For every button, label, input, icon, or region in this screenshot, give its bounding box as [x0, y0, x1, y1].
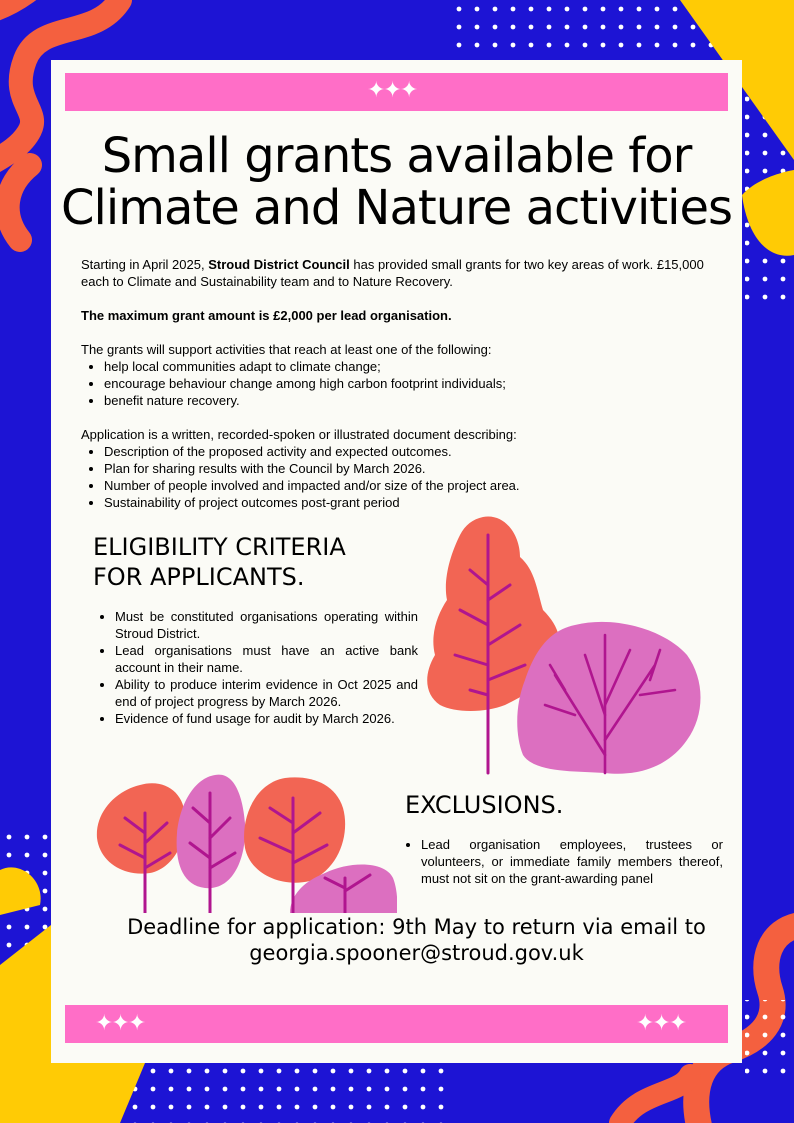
dot-pattern — [745, 1000, 794, 1080]
list-item: • Number of people involved and impacted and/or size of the project area. — [104, 477, 729, 494]
exclusions-list — [405, 836, 723, 887]
list-item: • help local communities adapt to climate change; — [104, 358, 729, 375]
list-item: • benefit nature recovery. — [104, 392, 729, 409]
title-line: FOR APPLICANTS. — [93, 563, 305, 591]
title-line: Small grants available for — [101, 128, 692, 184]
title-line: Climate and Nature activities — [61, 180, 732, 236]
list-item: • Plan for sharing results with the Council by March 2026. — [104, 460, 729, 477]
deadline-text — [91, 914, 742, 966]
sparkle-icon: ✦✦✦ — [367, 78, 417, 103]
intro-section — [81, 256, 729, 511]
list-item: • Ability to produce interim evidence in Oct 2025 and end of project progress by March 2026. — [115, 676, 418, 710]
title-line: ELIGIBILITY CRITERIA — [93, 533, 346, 561]
header-band — [65, 73, 728, 111]
eligibility-list — [93, 608, 418, 727]
list-item: • Description of the proposed activity and expected outcomes. — [104, 443, 729, 460]
contact-email: georgia.spooner@stroud.gov.uk — [249, 941, 584, 965]
list-item: • Sustainability of project outcomes post-grant period — [104, 494, 729, 511]
support-heading: The grants will support activities that reach at least one of the following: — [81, 342, 492, 357]
exclusions-title: EXCLUSIONS. — [405, 791, 564, 819]
footer-band — [65, 1005, 728, 1043]
list-item: • encourage behaviour change among high carbon footprint individuals; — [104, 375, 729, 392]
council-name: Stroud District Council — [208, 257, 350, 272]
intro-paragraph — [81, 256, 729, 290]
deadline-line: Deadline for application: 9th May to return via email to — [127, 915, 706, 939]
list-item: • Lead organisation employees, trustees or volunteers, or immediate family members thereof, must not sit on the grant-awarding panel — [421, 836, 723, 887]
list-item: • Evidence of fund usage for audit by March 2026. — [115, 710, 418, 727]
intro-text: Starting in April 2025, — [81, 257, 209, 272]
max-grant-bold: The maximum grant amount is £2,000 per lead organisation. — [81, 308, 452, 323]
tree-illustration — [425, 515, 705, 777]
max-grant-text — [81, 307, 729, 324]
sparkle-icon: ✦✦✦ — [95, 1011, 145, 1036]
list-item: • Must be constituted organisations operating within Stroud District. — [115, 608, 418, 642]
support-list — [81, 358, 729, 409]
sparkle-icon: ✦✦✦ — [636, 1011, 686, 1036]
application-heading: Application is a written, recorded-spoken or illustrated document describing: — [81, 427, 517, 442]
application-list — [81, 443, 729, 511]
flyer-card — [51, 60, 742, 1063]
page-title — [51, 130, 742, 234]
tree-illustration — [95, 773, 397, 913]
eligibility-title — [93, 532, 413, 592]
intro-text: has provided small grants for two key areas of work. £15,000 each to Climate and Sustainability team and to Nature Recovery. — [81, 257, 704, 289]
list-item: • Lead organisations must have an active bank account in their name. — [115, 642, 418, 676]
